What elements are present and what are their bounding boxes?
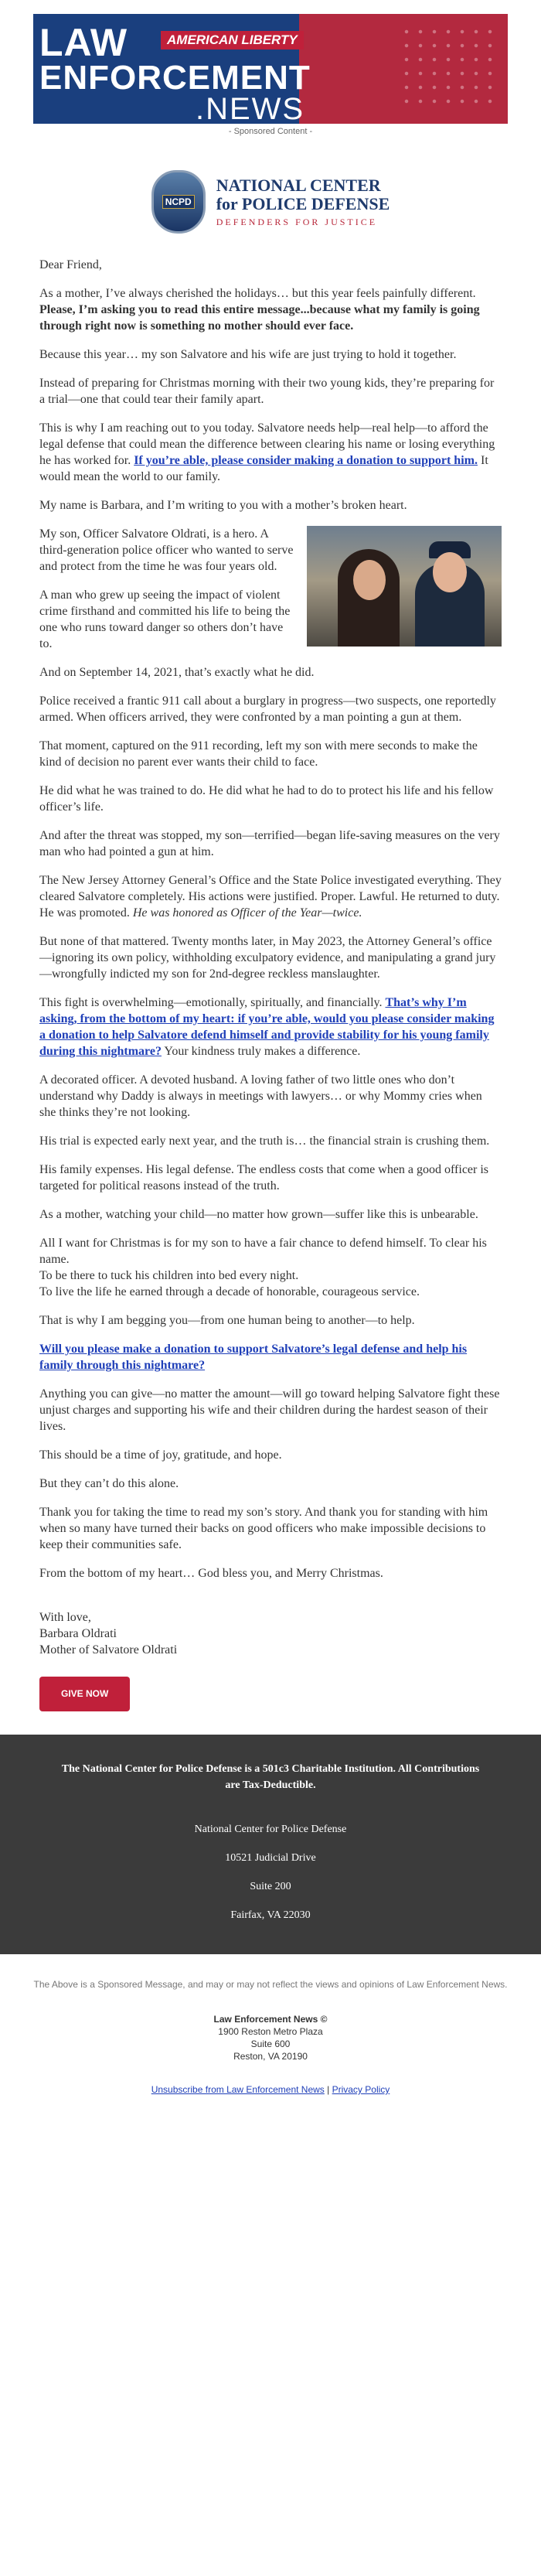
paragraph: As a mother, I’ve always cherished the holidays… but this year feels painfully different. Please, I’m asking you to read this entire message...because what my family is going through right now is something no mother should ever face. [39,287,480,333]
letter-body [39,257,502,1735]
paragraph: My name is Barbara, and I’m writing to you with a mother’s broken heart. [39,499,407,512]
paragraph: Because this year… my son Salvatore and his wife are just trying to hold it together. [39,348,457,361]
paragraph: This fight is overwhelming—emotionally, spiritually, and financially. That’s why I’m asking, from the bottom of my heart: if you’re able, would you please consider making a donation to help Salvatore defend himself and provide stability for his young family during this nightmare? Your kindness truly makes a difference. [39,996,495,1058]
tax-statement: The National Center for Police Defense is a 501c3 Charitable Institution. All Contributions are Tax-Deductible. [61,1763,480,1791]
footer-band [0,1735,541,1954]
org-logo[interactable] [0,167,541,237]
paragraph: And after the threat was stopped, my son—terrified—began life-saving measures on the very man who had pointed a gun at him. [39,829,500,858]
footer-address-line: 10521 Judicial Drive [225,1852,316,1864]
footer-address-line: Suite 200 [250,1881,291,1892]
banner-line-1: LAW [39,21,128,64]
paragraph: A decorated officer. A devoted husband. A loving father of two little ones who don’t understand why Daddy is always in meetings with lawyers… or why Mommy cries when she thinks they’re not looking. [39,1073,482,1119]
paragraph: All I want for Christmas is for my son to have a fair chance to defend himself. To clear his name. To be there to tuck his children into bed every night. To live the life he earned through a decade of honorable, courageous service. [39,1237,487,1298]
paragraph [39,1341,502,1373]
paragraph: Instead of preparing for Christmas morning with their two young kids, they’re preparing for a trial—one that could tear their family apart. [39,377,495,406]
paragraph: This should be a time of joy, gratitude, and hope. [39,1448,282,1462]
publisher-name: Law Enforcement News © [213,2014,328,2025]
donation-link[interactable]: If you’re able, please consider making a donation to support him. [134,454,478,467]
greeting: Dear Friend, [39,258,102,271]
paragraph: And on September 14, 2021, that’s exactly what he did. [39,666,315,679]
family-photo [307,526,502,647]
disclaimer: The Above is a Sponsored Message, and may or may not reflect the views and opinions of Law Enforcement News. [33,1979,508,1990]
paragraph: My son, Officer Salvatore Oldrati, is a hero. A third-generation police officer who wanted to serve and protect from the time he was four years old. [39,527,294,573]
donation-link[interactable]: That’s why I’m asking, from the bottom of my heart: if you’re able, would you please consider making a donation to help Salvatore defend himself and provide stability for his young family during this nightmare? [39,996,495,1058]
paragraph: His family expenses. His legal defense. The endless costs that come when a good officer is targeted for political reasons instead of the truth. [39,1163,489,1192]
donation-link[interactable]: Will you please make a donation to support Salvatore’s legal defense and help his family through this nightmare? [39,1343,468,1372]
paragraph: That moment, captured on the 911 recording, left my son with mere seconds to make the kind of decision no parent ever wants their child to face. [39,739,478,769]
unsubscribe-row: Unsubscribe from Law Enforcement News | Privacy Policy [151,2084,390,2095]
paragraph: Thank you for taking the time to read my son’s story. And thank you for standing with him when so many have turned their backs on good officers who make impossible decisions to keep their communities safe. [39,1506,488,1551]
paragraph: His trial is expected early next year, and the truth is… the financial strain is crushing them. [39,1134,490,1148]
org-tagline: DEFENDERS FOR JUSTICE [216,216,378,227]
publication-banner[interactable] [33,14,508,124]
org-name-line-1: NATIONAL CENTER [216,175,381,195]
sponsored-label: - Sponsored Content - [228,127,313,136]
paragraph: From the bottom of my heart… God bless you, and Merry Christmas. [39,1567,383,1580]
privacy-policy-link[interactable]: Privacy Policy [332,2084,390,2095]
paragraph: A man who grew up seeing the impact of violent crime firsthand and committed his life to being the one who runs toward danger so others don’t have to. [39,589,291,650]
paragraph: Anything you can give—no matter the amount—will go toward helping Salvatore fight these unjust charges and supporting his wife and their children during the hardest season of their lives. [39,1387,500,1433]
paragraph: This is why I am reaching out to you today. Salvatore needs help—real help—to afford the legal defense that could mean the difference between clearing his name or losing everything he has worked for. If you’re able, please consider making a donation to support him. It would mean the world to our family. [39,421,495,483]
flag-graphic [299,14,508,124]
paragraph: But they can’t do this alone. [39,1477,179,1490]
badge-seal-icon: NCPD [151,170,206,234]
banner-ribbon: AMERICAN LIBERTY [161,31,304,49]
paragraph: That is why I am begging you—from one human being to another—to help. [39,1314,415,1327]
paragraph: As a mother, watching your child—no matter how grown—suffer like this is unbearable. [39,1208,478,1221]
publisher-address: Law Enforcement News © 1900 Reston Metro Plaza Suite 600 Reston, VA 20190 [0,2013,541,2063]
signature-block: With love, Barbara Oldrati Mother of Salvatore Oldrati [39,1611,178,1656]
paragraph: He did what he was trained to do. He did what he had to do to protect his life and his fellow officer’s life. [39,784,494,814]
footer-address-line: National Center for Police Defense [194,1824,347,1835]
unsubscribe-link[interactable]: Unsubscribe from Law Enforcement News [151,2084,325,2095]
banner-line-3: .NEWS [196,92,305,124]
paragraph: Police received a frantic 911 call about a burglary in progress—two suspects, one reportedly armed. When officers arrived, they were confronted by a man pointing a gun at them. [39,694,496,724]
paragraph: But none of that mattered. Twenty months later, in May 2023, the Attorney General’s office—ignoring its own policy, withholding exculpatory evidence, and manipulating a grand jury—wrongfully indicted my son for 2nd-degree reckless manslaughter. [39,935,496,981]
org-name-line-2: for POLICE DEFENSE [216,193,390,213]
paragraph: The New Jersey Attorney General’s Office and the State Police investigated everything. They cleared Salvatore completely. His actions were justified. Proper. Lawful. He returned to duty. He was promoted. He was honored as Officer of the Year—twice. [39,874,502,920]
banner-line-2: ENFORCEMENT [39,59,311,97]
footer-address-line: Fairfax, VA 22030 [230,1909,311,1921]
give-now-button[interactable]: GIVE NOW [39,1677,130,1711]
